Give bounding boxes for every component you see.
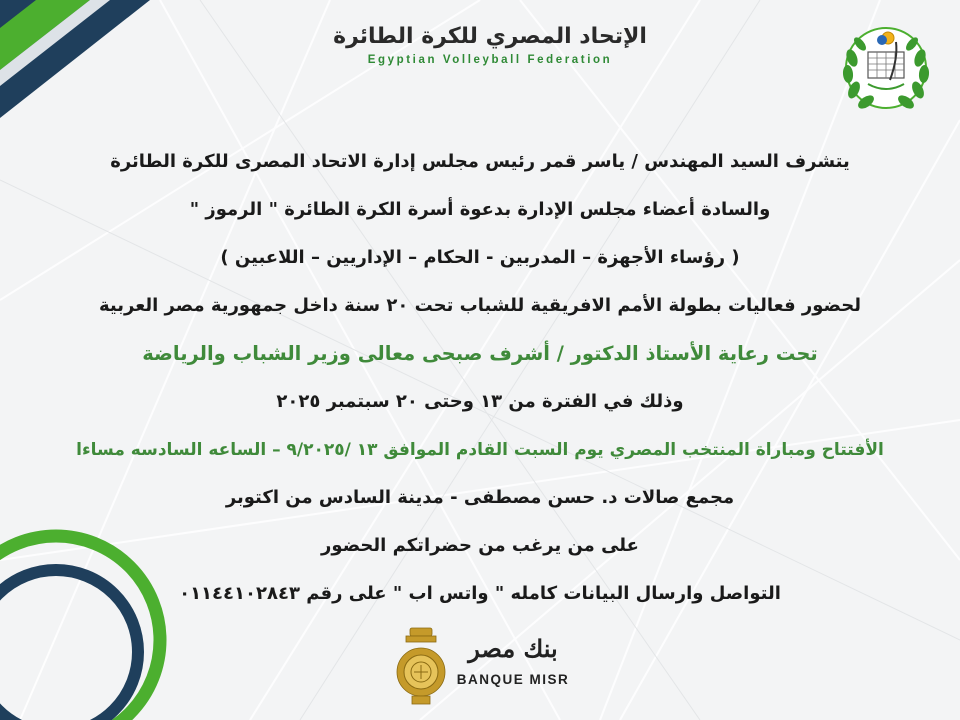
invitation-line-dates: وذلك في الفترة من ١٣ وحتى ٢٠ سبتمبر ٢٠٢٥: [276, 391, 684, 412]
invitation-line-venue: مجمع صالات د. حسن مصطفى - مدينة السادس من اكتوبر: [225, 487, 735, 508]
invitation-line-roles: ( رؤساء الأجهزة – المدربين - الحكام – الإداريين – اللاعبين ): [220, 247, 740, 268]
federation-title-english: Egyptian Volleyball Federation: [367, 54, 613, 66]
banque-misr-seal-icon: [392, 626, 450, 708]
federation-title-arabic: الإتحاد المصري للكرة الطائرة: [333, 24, 647, 49]
header: [330, 22, 650, 66]
federation-logo-icon: [838, 18, 934, 118]
sponsor-name-arabic: بنك مصر: [468, 634, 558, 663]
sponsor-logo: [392, 626, 572, 712]
invitation-line-opening: الأفتتاح ومباراة المنتخب المصري يوم السبت القادم الموافق ١٣ /٩/٢٠٢٥ – الساعه السادسه مساءا: [76, 440, 884, 460]
invitation-line-event: لحضور فعاليات بطولة الأمم الافريقية للشباب تحت ٢٠ سنة داخل جمهورية مصر العربية: [98, 295, 862, 316]
corner-decoration-top-left: [0, 0, 170, 150]
invitation-text: [70, 138, 890, 618]
invitation-line-board: والسادة أعضاء مجلس الإدارة بدعوة أسرة الكرة الطائرة " الرموز ": [189, 199, 771, 220]
invitation-line-patronage: تحت رعاية الأستاذ الدكتور / أشرف صبحى معالى وزير الشباب والرياضة: [142, 342, 818, 365]
sponsor-name-english: BANQUE MISR: [456, 672, 570, 687]
invitation-line-attendance: على من يرغب من حضراتكم الحضور: [321, 535, 639, 556]
invitation-line-host: يتشرف السيد المهندس / ياسر قمر رئيس مجلس إدارة الاتحاد المصرى للكرة الطائرة: [110, 151, 850, 172]
invitation-line-contact: التواصل وارسال البيانات كامله " واتس اب " على رقم ٠١١٤٤١٠٢٨٤٣: [179, 583, 781, 604]
